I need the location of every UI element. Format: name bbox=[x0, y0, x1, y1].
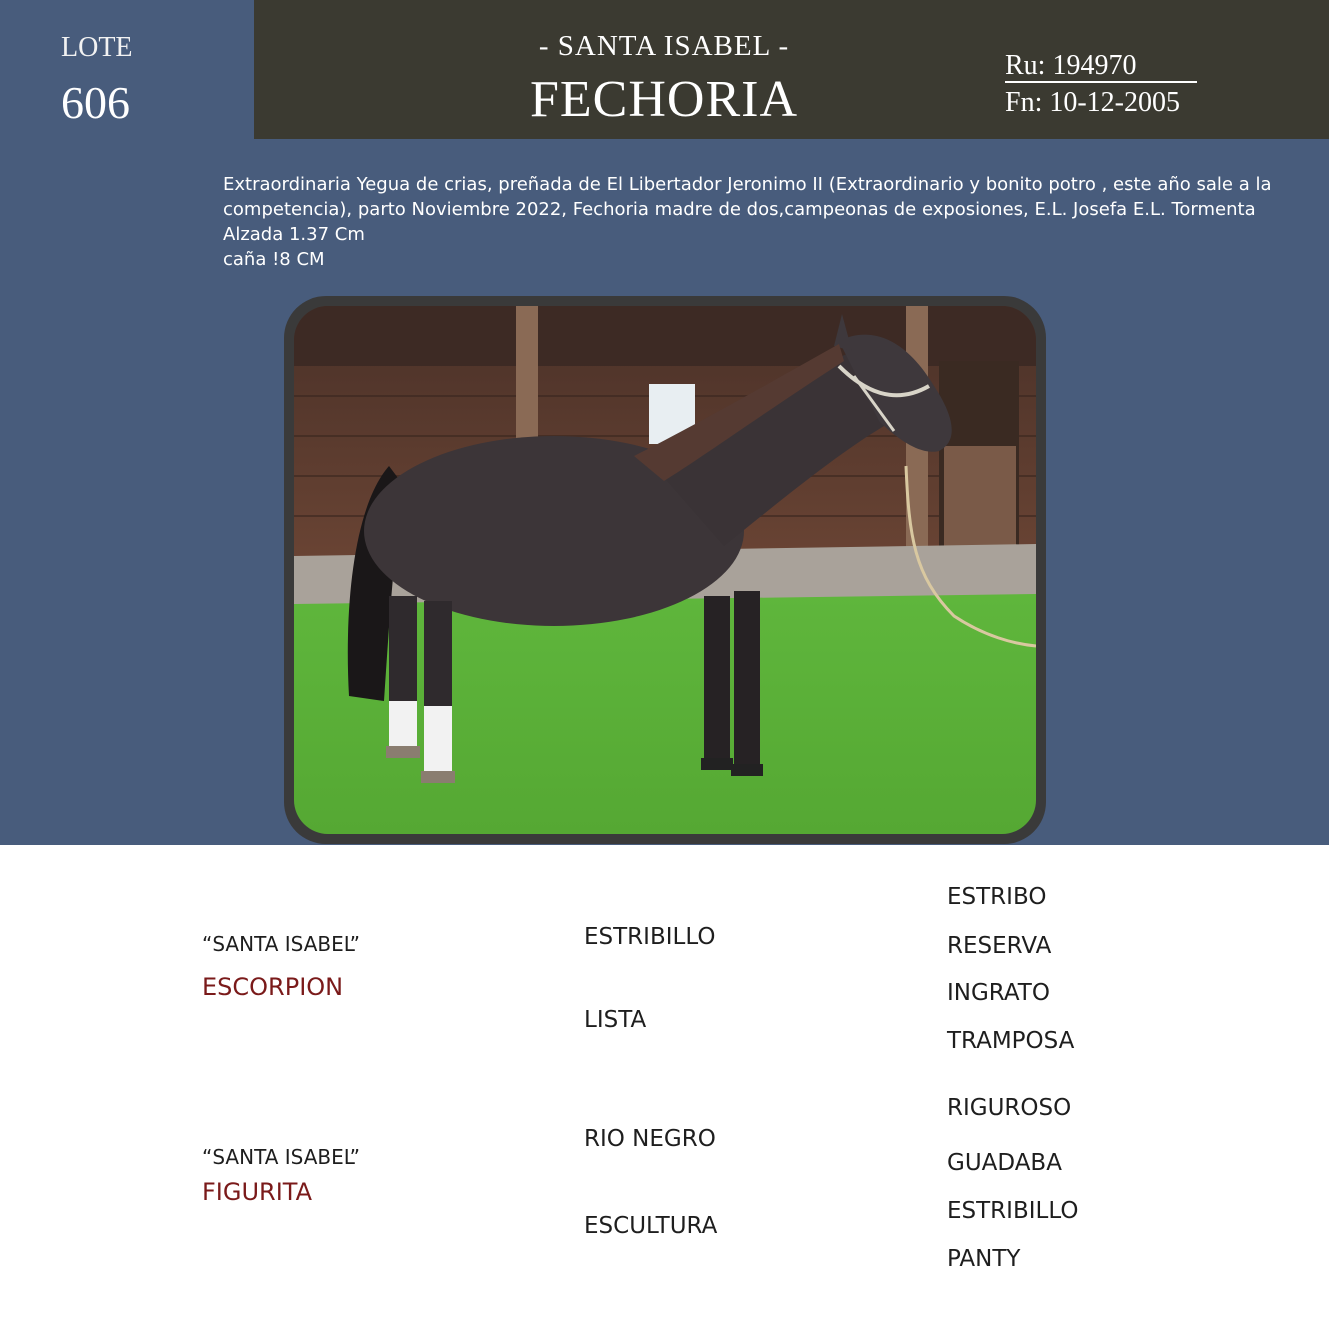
sire-breeder: “SANTA ISABEL” bbox=[202, 932, 361, 956]
horse-name: FECHORIA bbox=[529, 71, 799, 128]
great-grandparent-3: INGRATO bbox=[947, 980, 1050, 1006]
grandparent-4: ESCULTURA bbox=[584, 1213, 718, 1239]
description-line: Alzada 1.37 Cm bbox=[223, 224, 365, 245]
great-grandparent-4: TRAMPOSA bbox=[947, 1028, 1075, 1054]
great-grandparent-1: ESTRIBO bbox=[947, 884, 1047, 910]
description-line: Extraordinaria Yegua de crias, preñada de El Libertador Jeronimo II (Extraordinario y bonito potro , este año sale a la bbox=[223, 174, 1272, 195]
great-grandparent-6: GUADABA bbox=[947, 1150, 1062, 1176]
registration-number: Ru: 194970 bbox=[1005, 50, 1197, 83]
breeder-name: - SANTA ISABEL - bbox=[538, 30, 790, 62]
horse-photo bbox=[294, 306, 1036, 834]
great-grandparent-5: RIGUROSO bbox=[947, 1095, 1072, 1121]
sire-name: ESCORPION bbox=[202, 973, 344, 1001]
lot-number: 606 bbox=[61, 77, 130, 128]
dam-name: FIGURITA bbox=[202, 1178, 313, 1206]
description-line: caña !8 CM bbox=[223, 249, 325, 270]
lot-box bbox=[0, 0, 254, 139]
description-line: competencia), parto Noviembre 2022, Fechoria madre de dos,campeonas de exposiones, E.L. Josefa E.L. Tormenta bbox=[223, 199, 1256, 220]
grandparent-3: RIO NEGRO bbox=[584, 1126, 716, 1152]
lot-label: LOTE bbox=[61, 32, 133, 63]
grandparent-2: LISTA bbox=[584, 1007, 647, 1033]
great-grandparent-8: PANTY bbox=[947, 1246, 1021, 1272]
grandparent-1: ESTRIBILLO bbox=[584, 924, 716, 950]
dam-breeder: “SANTA ISABEL” bbox=[202, 1145, 361, 1169]
description bbox=[223, 172, 1272, 272]
birth-date: Fn: 10-12-2005 bbox=[1005, 87, 1180, 118]
great-grandparent-7: ESTRIBILLO bbox=[947, 1198, 1079, 1224]
horse-photo-icon bbox=[294, 306, 1036, 834]
great-grandparent-2: RESERVA bbox=[947, 933, 1052, 959]
title-bar bbox=[254, 0, 1329, 139]
photo-frame bbox=[284, 296, 1046, 844]
